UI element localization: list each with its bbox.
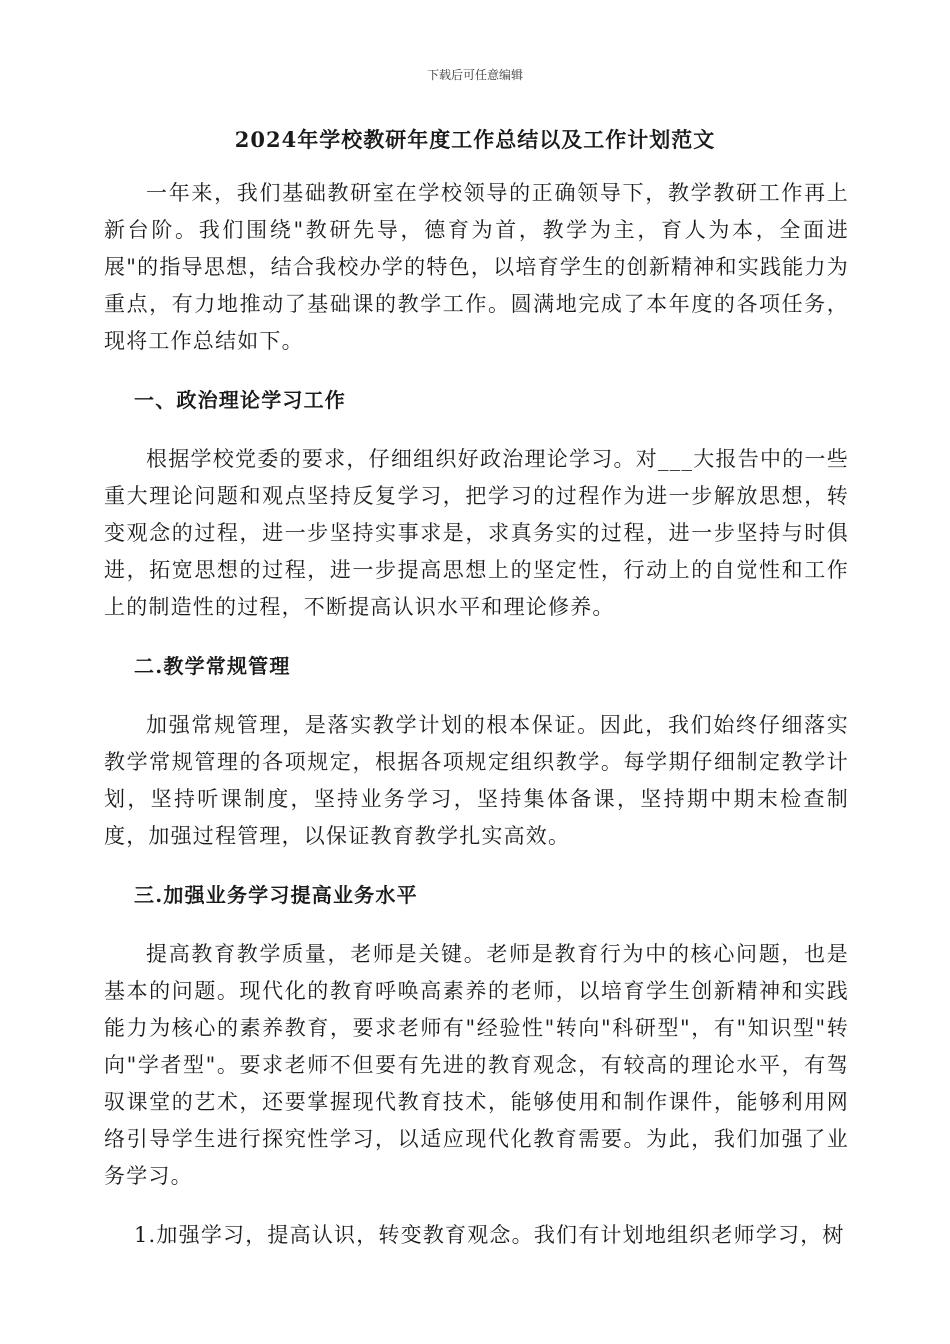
header-note: 下载后可任意编辑 — [426, 68, 523, 82]
intro-paragraph: 一年来，我们基础教研室在学校领导的正确领导下，教学教研工作再上新台阶。我们围绕"教研先导，德育为首，教学为主，育人为本，全面进展"的指导思想，结合我校办学的特色，以培育学生的创新精神和实践能力为重点，有力地推动了基础课的教学工作。圆满地完成了本年度的各项任务，现将工作总结如下。 — [104, 181, 849, 353]
list-item-1: 1.加强学习，提高认识，转变教育观念。我们有计划地组织老师学习，树 — [134, 1223, 845, 1247]
document-title: 2024年学校教研年度工作总结以及工作计划范文 — [234, 127, 716, 152]
section-heading-routine: 二.教学常规管理 — [134, 654, 291, 678]
section-body-study: 提高教育教学质量，老师是关键。老师是教育行为中的核心问题，也是基本的问题。现代化的教育呼唤高素养的老师，以培育学生创新精神和实践能力为核心的素养教育，要求老师有"经验性"转向"科研型"，有"知识型"转向"学者型"。要求老师不但要有先进的教育观念，有较高的理论水平，有驾驭课堂的艺术，还要掌握现代教育技术，能够使用和制作课件，能够利用网络引导学生进行探究性学习，以适应现代化教育需要。为此，我们加强了业务学习。 — [104, 942, 849, 1188]
section-body-politics: 根据学校党委的要求，仔细组织好政治理论学习。对___大报告中的一些重大理论问题和观点坚持反复学习，把学习的过程作为进一步解放思想，转变观念的过程，进一步坚持实事求是，求真务实的过程，进一步坚持与时俱进，拓宽思想的过程，进一步提高思想上的坚定性，行动上的自觉性和工作上的制造性的过程，不断提高认识水平和理论修养。 — [104, 447, 849, 619]
section-body-routine: 加强常规管理，是落实教学计划的根本保证。因此，我们始终仔细落实教学常规管理的各项规定，根据各项规定组织教学。每学期仔细制定教学计划，坚持听课制度，坚持业务学习，坚持集体备课，坚持期中期末检查制度，加强过程管理，以保证教育教学扎实高效。 — [104, 713, 849, 848]
document-body — [104, 175, 849, 1276]
section-heading-politics: 一、政治理论学习工作 — [134, 388, 346, 412]
section-heading-study: 三.加强业务学习提高业务水平 — [134, 883, 418, 907]
